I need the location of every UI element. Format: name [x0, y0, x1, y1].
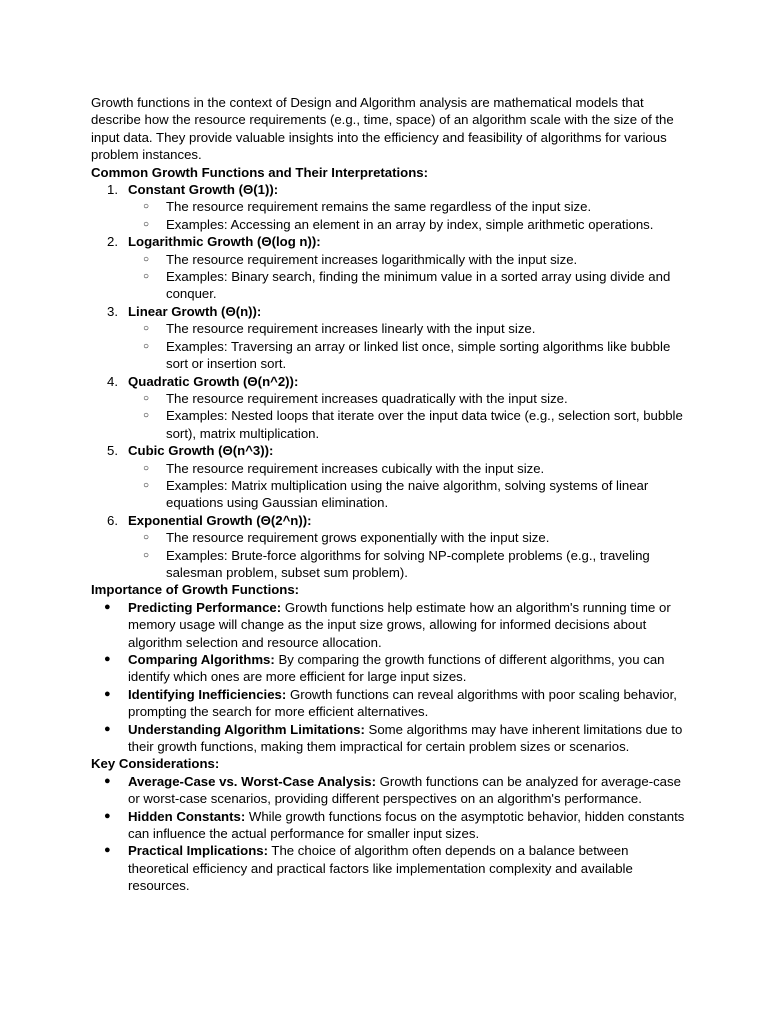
bullet-text: The choice of algorithm often depends on a balance between theoretical efficiency and practical factors like implementation complexity and available resources. [128, 843, 633, 894]
list-item-quadratic-growth [91, 373, 691, 443]
bullet-text: Growth functions can be analyzed for average-case or worst-case scenarios, providing different perspectives on an algorithm's performance. [128, 773, 681, 807]
sub-item-description: ○ The resource requirement grows exponentially with the input size. [128, 529, 691, 546]
item-title: Quadratic Growth (Θ(n^2)): [128, 373, 299, 389]
item-title: Cubic Growth (Θ(n^3)): [128, 443, 274, 459]
list-item-constant-growth [91, 181, 691, 233]
bullet-label: Hidden Constants: [128, 808, 246, 824]
list-number: 1. [107, 182, 118, 198]
bullet-label: Predicting Performance: [128, 599, 282, 615]
sub-item-examples: ○ Examples: Matrix multiplication using the naive algorithm, solving systems of linear equations using Gaussian elimination. [128, 477, 691, 512]
sub-item-examples: ○ Examples: Traversing an array or linked list once, simple sorting algorithms like bubble sort or insertion sort. [128, 338, 691, 373]
bullet-text: Some algorithms may have inherent limitations due to their growth functions, making them impractical for certain problem sizes or scenarios. [128, 721, 683, 755]
list-item-linear-growth [91, 303, 691, 373]
sub-list [128, 529, 691, 581]
list-number: 2. [107, 234, 118, 250]
bullet-item-identifying-inefficiencies [91, 686, 691, 721]
list-number: 3. [107, 303, 118, 319]
item-title: Logarithmic Growth (Θ(log n)): [128, 234, 321, 250]
bullet-text: While growth functions focus on the asymptotic behavior, hidden constants can influence the actual performance for smaller input sizes. [128, 808, 685, 842]
sub-item-examples: ○ Examples: Accessing an element in an array by index, simple arithmetic operations. [128, 216, 691, 233]
bullet-text: Growth functions help estimate how an algorithm's running time or memory usage will change as the input size grows, allowing for informed decisions about algorithm selection and resource allocation. [128, 599, 671, 650]
bullet-label: Comparing Algorithms: [128, 652, 275, 667]
section-heading-common-growth-functions: Common Growth Functions and Their Interpretations: [91, 164, 429, 180]
sub-list [128, 198, 691, 233]
bullet-label: Understanding Algorithm Limitations: [128, 721, 365, 737]
bullet-item-average-vs-worst-case [91, 773, 691, 808]
item-title: Exponential Growth (Θ(2^n)): [128, 512, 312, 528]
bullet-item-hidden-constants [91, 808, 691, 843]
bullet-item-practical-implications [91, 842, 691, 894]
bullet-label: Identifying Inefficiencies: [128, 686, 287, 702]
list-item-cubic-growth [91, 442, 691, 512]
bullet-text: By comparing the growth functions of different algorithms, you can identify which ones are more efficient for large input sizes. [128, 652, 665, 685]
sub-list [128, 390, 691, 442]
sub-item-examples: ○ Examples: Nested loops that iterate over the input data twice (e.g., selection sort, bubble sort), matrix multiplication. [128, 407, 691, 442]
item-title: Constant Growth (Θ(1)): [128, 182, 279, 198]
document-page [91, 94, 691, 895]
list-item-logarithmic-growth [91, 233, 691, 303]
sub-item-description: ○ The resource requirement increases linearly with the input size. [128, 320, 691, 337]
bullet-item-understanding-limitations [91, 721, 691, 756]
bullet-label: Average-Case vs. Worst-Case Analysis: [128, 773, 376, 789]
growth-functions-list [91, 181, 691, 581]
list-number: 6. [107, 512, 118, 528]
sub-list [128, 251, 691, 303]
sub-item-description: ○ The resource requirement increases cubically with the input size. [128, 460, 691, 477]
sub-list [128, 460, 691, 512]
list-number: 5. [107, 443, 118, 459]
considerations-bullet-list [91, 773, 691, 895]
sub-item-description: ○ The resource requirement increases quadratically with the input size. [128, 390, 691, 407]
section-heading-key-considerations: Key Considerations: [91, 756, 220, 772]
sub-item-examples: ○ Examples: Binary search, finding the minimum value in a sorted array using divide and conquer. [128, 268, 691, 303]
section-heading-importance: Importance of Growth Functions: [91, 582, 300, 598]
list-item-exponential-growth [91, 512, 691, 582]
bullet-label: Practical Implications: [128, 843, 268, 859]
bullet-text: Growth functions can reveal algorithms with poor scaling behavior, prompting the search for more efficient alternatives. [128, 686, 677, 720]
item-title: Linear Growth (Θ(n)): [128, 303, 262, 319]
intro-paragraph: Growth functions in the context of Design and Algorithm analysis are mathematical models that describe how the resource requirements (e.g., time, space) of an algorithm scale with the size of the input data. They provide valuable insights into the efficiency and feasibility of algorithms for various problem instances. [91, 95, 674, 163]
bullet-item-predicting-performance [91, 599, 691, 651]
sub-item-description: ○ The resource requirement remains the same regardless of the input size. [128, 198, 691, 215]
sub-list [128, 320, 691, 372]
sub-item-description: ○ The resource requirement increases logarithmically with the input size. [128, 251, 691, 268]
sub-item-examples: ○ Examples: Brute-force algorithms for solving NP-complete problems (e.g., traveling salesman problem, subset sum problem). [128, 547, 691, 582]
list-number: 4. [107, 373, 118, 389]
bullet-item-comparing-algorithms [91, 651, 691, 686]
importance-bullet-list [91, 599, 691, 756]
